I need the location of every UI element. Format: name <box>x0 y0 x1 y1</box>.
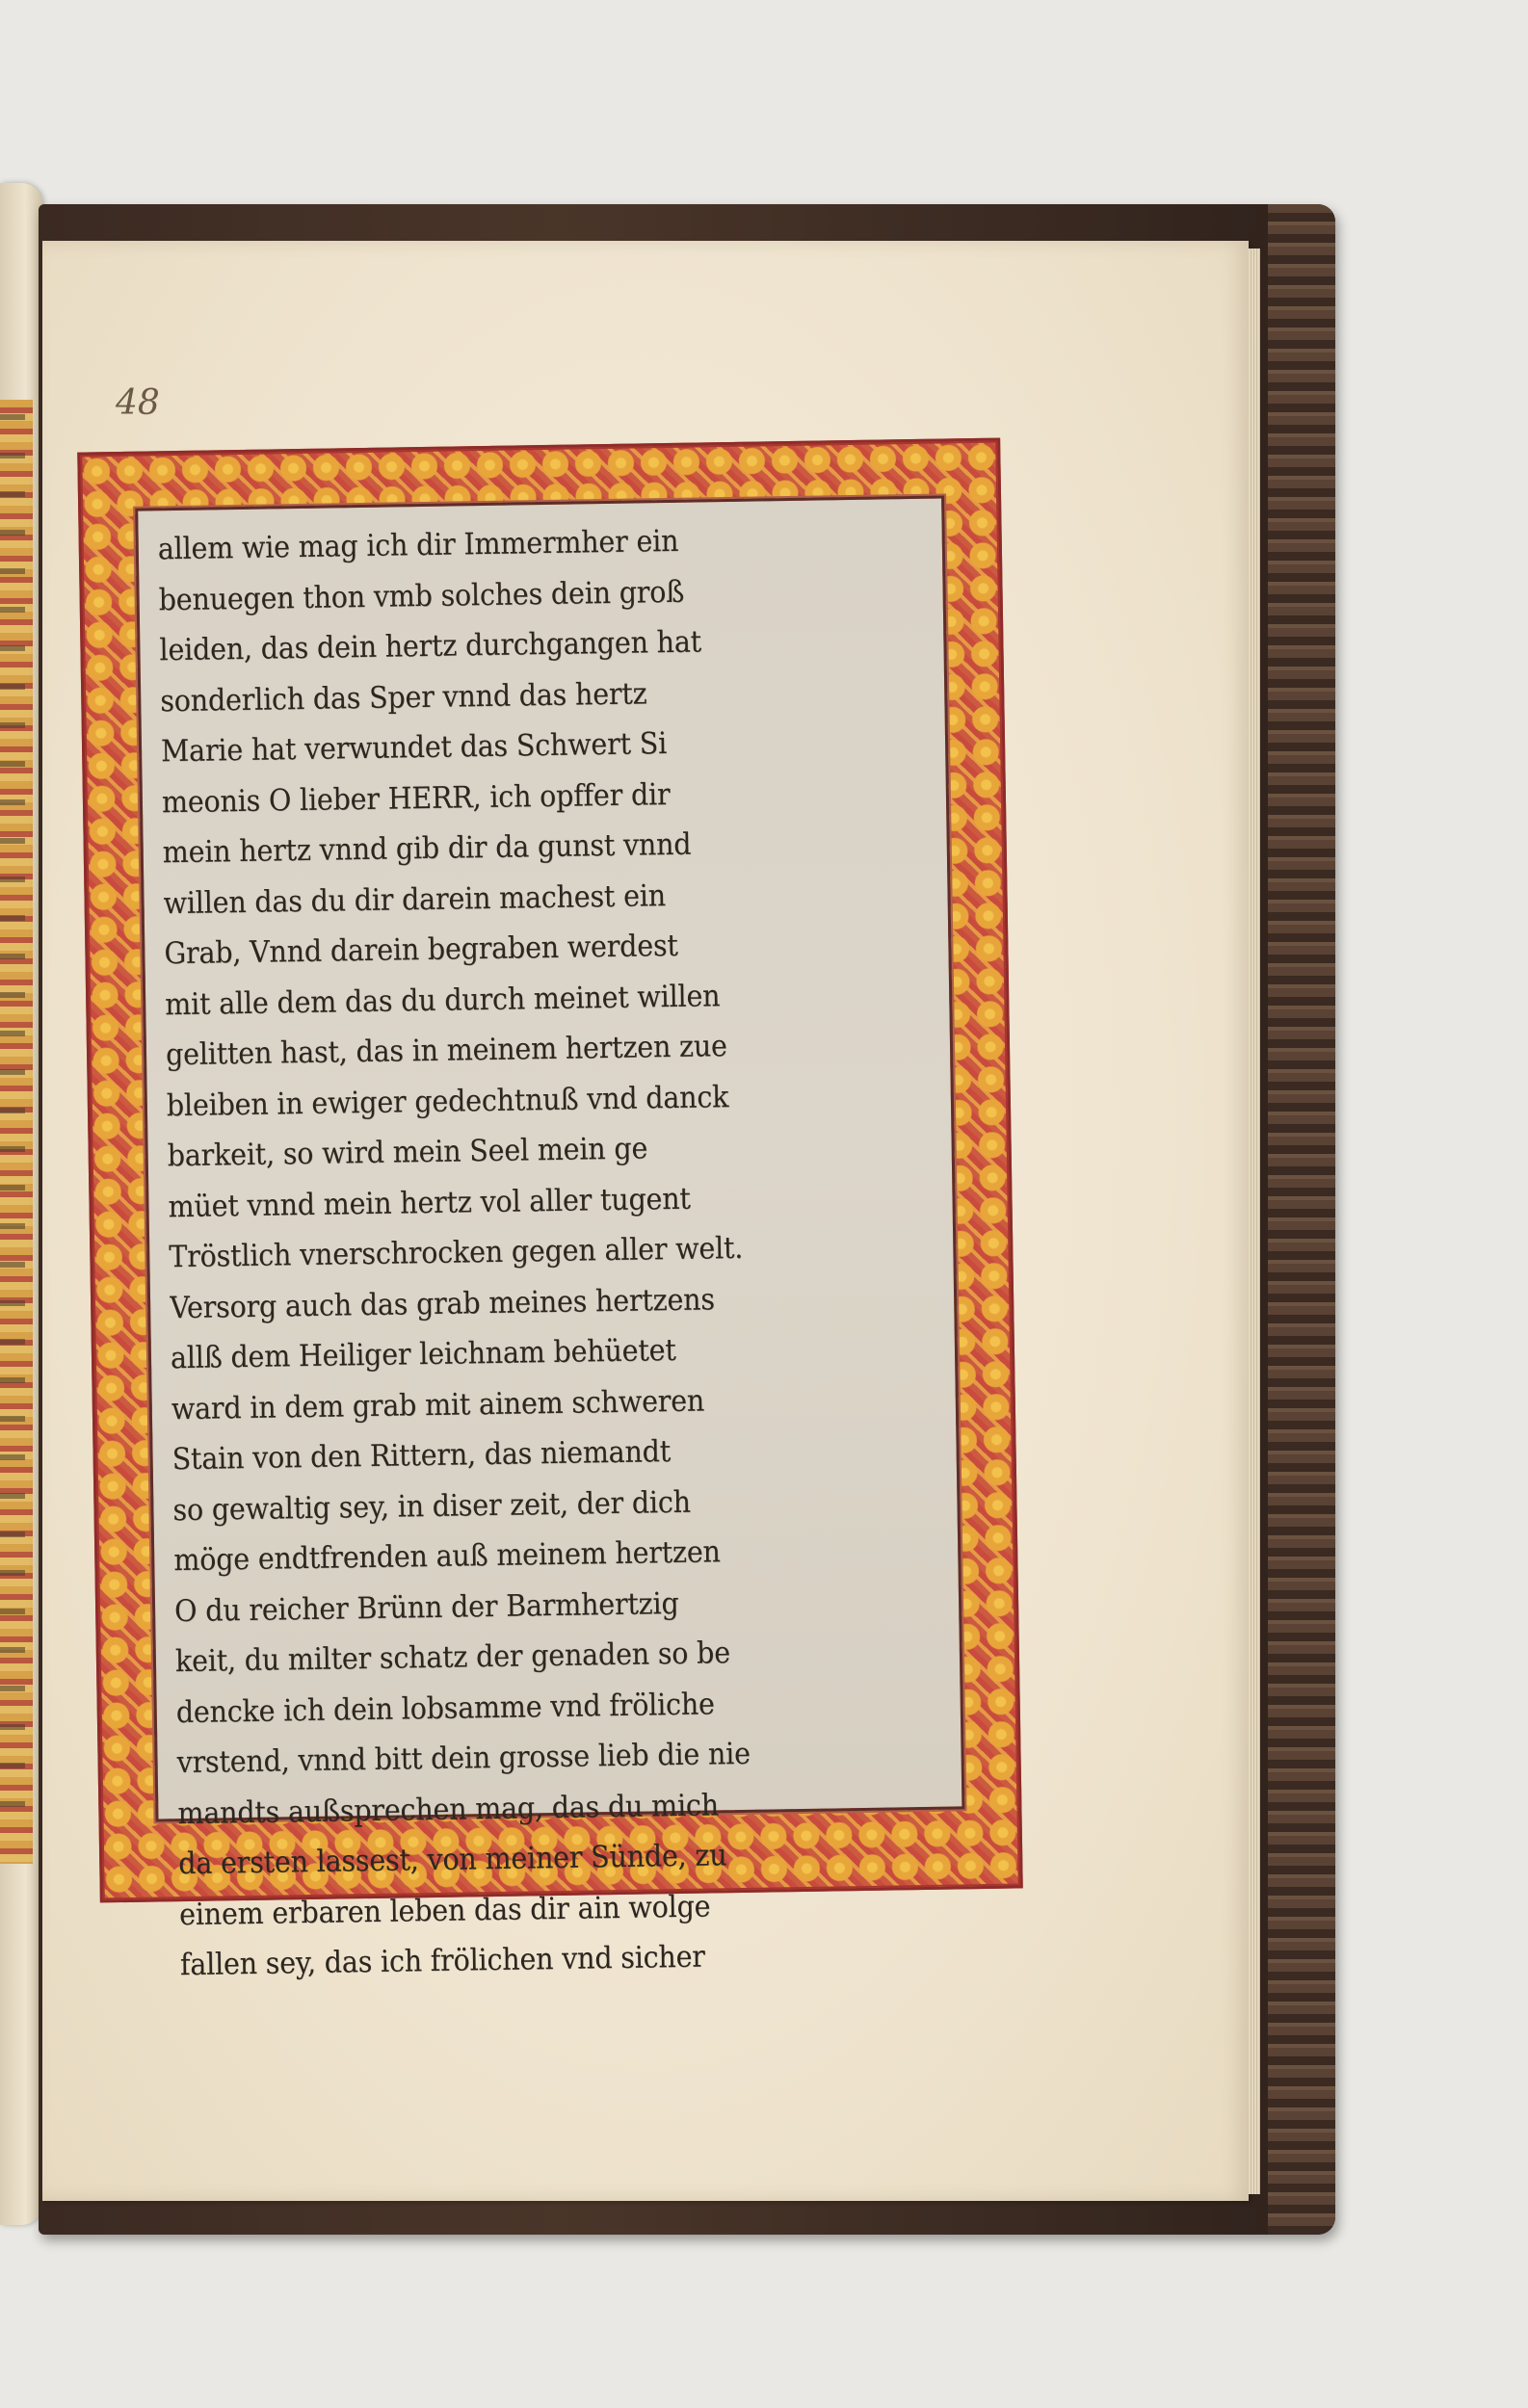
text-line: bleiben in ewiger gedechtnuß vnd danck <box>166 1079 729 1123</box>
text-line: möge endtfrenden auß meinem hertzen <box>173 1534 721 1579</box>
text-line: sonderlich das Sper vnnd das hertz <box>160 675 647 719</box>
facing-page-text <box>0 414 25 1840</box>
text-line: mandts außsprechen mag, das du mich <box>177 1787 720 1831</box>
text-line: allem wie mag ich dir Immermher ein <box>157 523 679 567</box>
facing-page-edge <box>0 183 42 2225</box>
text-line: willen das du dir darein machest ein <box>163 877 667 921</box>
text-line: Tröstlich vnerschrocken gegen aller welt. <box>169 1230 744 1275</box>
text-line: allß dem Heiliger leichnam behüetet <box>170 1332 676 1376</box>
text-line: meonis O lieber HERR, ich opffer dir <box>161 776 671 820</box>
text-line: mein hertz vnnd gib dir da gunst vnnd <box>162 826 692 871</box>
text-line: so gewaltig sey, in diser zeit, der dich <box>172 1484 692 1528</box>
text-line: vrstend, vnnd bitt dein grosse lieb die nie <box>176 1736 751 1781</box>
text-line: mit alle dem das du durch meinet willen <box>164 978 721 1022</box>
text-line: keit, du milter schatz der genaden so be <box>174 1636 731 1680</box>
text-line: O du reicher Brünn der Barmhertzig <box>173 1585 679 1629</box>
text-line: barkeit, so wird mein Seel mein ge <box>167 1131 648 1174</box>
page-stack <box>1249 249 1260 2194</box>
text-line: leiden, das dein hertz durchgangen hat <box>159 624 702 668</box>
ornamental-border <box>77 438 1023 1983</box>
text-line: Grab, Vnnd darein begraben werdest <box>164 928 678 972</box>
text-line: Stain von den Rittern, das niemandt <box>171 1434 672 1478</box>
text-line: müet vnnd mein hertz vol aller tugent <box>168 1181 691 1224</box>
text-line: dencke ich dein lobsamme vnd fröliche <box>175 1686 715 1730</box>
manuscript-text <box>157 512 948 1983</box>
folio-number: 48 <box>116 383 160 423</box>
text-line: da ersten lassest, von meiner Sünde, zu <box>177 1838 727 1882</box>
text-line: ward in dem grab mit ainem schweren <box>171 1383 705 1426</box>
text-line: benuegen thon vmb solches dein groß <box>158 574 685 617</box>
text-line: gelitten hast, das in meinem hertzen zue <box>165 1029 728 1073</box>
text-panel <box>135 495 964 1983</box>
text-line: Marie hat verwundet das Schwert Si <box>160 726 668 770</box>
text-line: Versorg auch das grab meines hertzens <box>169 1281 716 1325</box>
text-line: einem erbaren leben das dir ain wolge <box>178 1888 711 1932</box>
text-line: fallen sey, das ich frölichen vnd sicher <box>179 1939 706 1983</box>
cover-edge <box>1268 204 1335 2235</box>
